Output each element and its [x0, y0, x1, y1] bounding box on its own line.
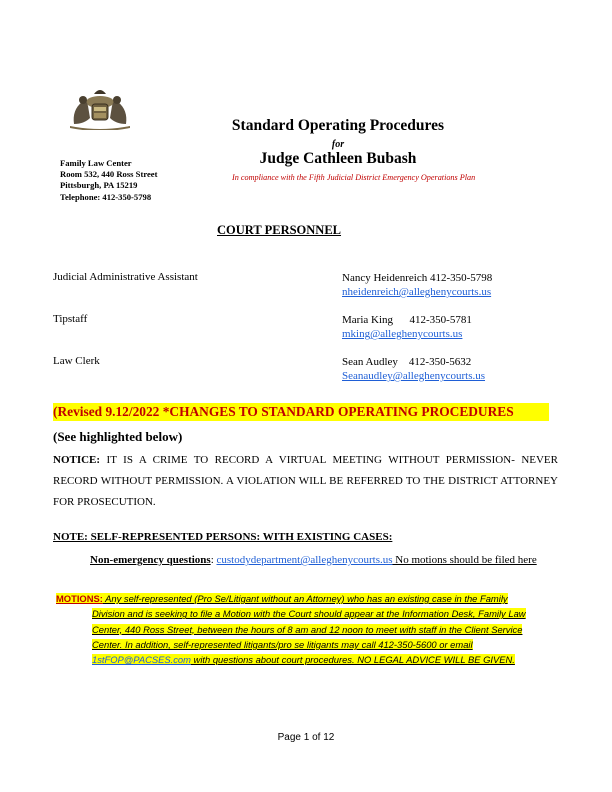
section-title: COURT PERSONNEL	[217, 223, 342, 237]
motions-line: Center. In addition, self-represented litigants/pro se litigants may call 412-350-5600 or email	[92, 638, 473, 650]
document-title: Standard Operating Procedures	[231, 117, 445, 134]
non-emergency-paragraph	[53, 553, 558, 567]
motions-line: Any self-represented (Pro Se/Litigant without an Attorney) who has an existing case in the Family	[102, 593, 508, 604]
personnel-contact	[342, 355, 485, 383]
personnel-email-link[interactable]: nheidenreich@alleghenycourts.us	[342, 286, 492, 298]
revised-banner: (Revised 9.12/2022 *CHANGES TO STANDARD OPERATING PROCEDURES	[53, 403, 549, 421]
see-highlighted-note: (See highlighted below)	[53, 429, 183, 444]
compliance-note: In compliance with the Fifth Judicial District Emergency Operations Plan	[232, 173, 476, 182]
personnel-name-phone: Nancy Heidenreich 412-350-5798	[342, 272, 493, 284]
motions-paragraph	[56, 591, 559, 667]
personnel-email-link[interactable]: mking@alleghenycourts.us	[342, 328, 463, 340]
address-line: Room 532, 440 Ross Street	[60, 169, 158, 180]
address-block	[60, 158, 157, 203]
personnel-role: Law Clerk	[53, 355, 100, 367]
personnel-role: Tipstaff	[53, 313, 88, 325]
motions-line: with questions about court procedures. NO LEGAL ADVICE WILL BE GIVEN.	[190, 654, 515, 666]
judge-name: Judge Cathleen Bubash	[259, 150, 417, 167]
personnel-name-phone: Maria King 412-350-5781	[342, 314, 472, 326]
fop-email-link[interactable]: 1stFOP@PACSES.com	[92, 654, 191, 666]
page-number: Page 1 of 12	[277, 732, 335, 743]
motions-label: MOTIONS:	[56, 593, 103, 604]
personnel-name-phone: Sean Audley 412-350-5632	[342, 356, 472, 368]
non-emergency-label: Non-emergency questions	[90, 554, 211, 566]
address-line: Family Law Center	[60, 158, 132, 168]
notice-text: IT IS A CRIME TO RECORD A VIRTUAL MEETING WITHOUT PERMISSION- NEVER RECORD WITHOUT PERMISSION. A VIOLATION WILL BE REFERRED TO THE DISTRICT ATTORNEY FOR PROSECUTION.	[53, 454, 558, 508]
court-seal-icon	[64, 84, 136, 130]
non-emergency-tail: No motions should be filed here	[392, 554, 537, 566]
title-for: for	[331, 139, 345, 150]
personnel-role: Judicial Administrative Assistant	[53, 271, 198, 283]
personnel-contact	[342, 313, 472, 341]
note-heading: NOTE: SELF-REPRESENTED PERSONS: WITH EXISTING CASES:	[53, 531, 393, 543]
personnel-email-link[interactable]: Seanaudley@alleghenycourts.us	[342, 370, 486, 382]
motions-line: Center, 440 Ross Street, between the hours of 8 am and 12 noon to meet with staff in the Client Service	[92, 623, 523, 635]
address-line: Pittsburgh, PA 15219	[60, 180, 138, 191]
non-emergency-sep: :	[210, 554, 217, 566]
notice-label: NOTICE:	[53, 454, 101, 466]
personnel-contact	[342, 271, 492, 299]
address-line: Telephone: 412-350-5798	[60, 191, 152, 202]
notice-paragraph	[53, 450, 558, 513]
custody-email-link[interactable]: custodydepartment@alleghenycourts.us	[216, 554, 393, 566]
motions-line: Division and is seeking to file a Motion with the Court should appear at the Information Desk, Family Law	[92, 608, 526, 620]
